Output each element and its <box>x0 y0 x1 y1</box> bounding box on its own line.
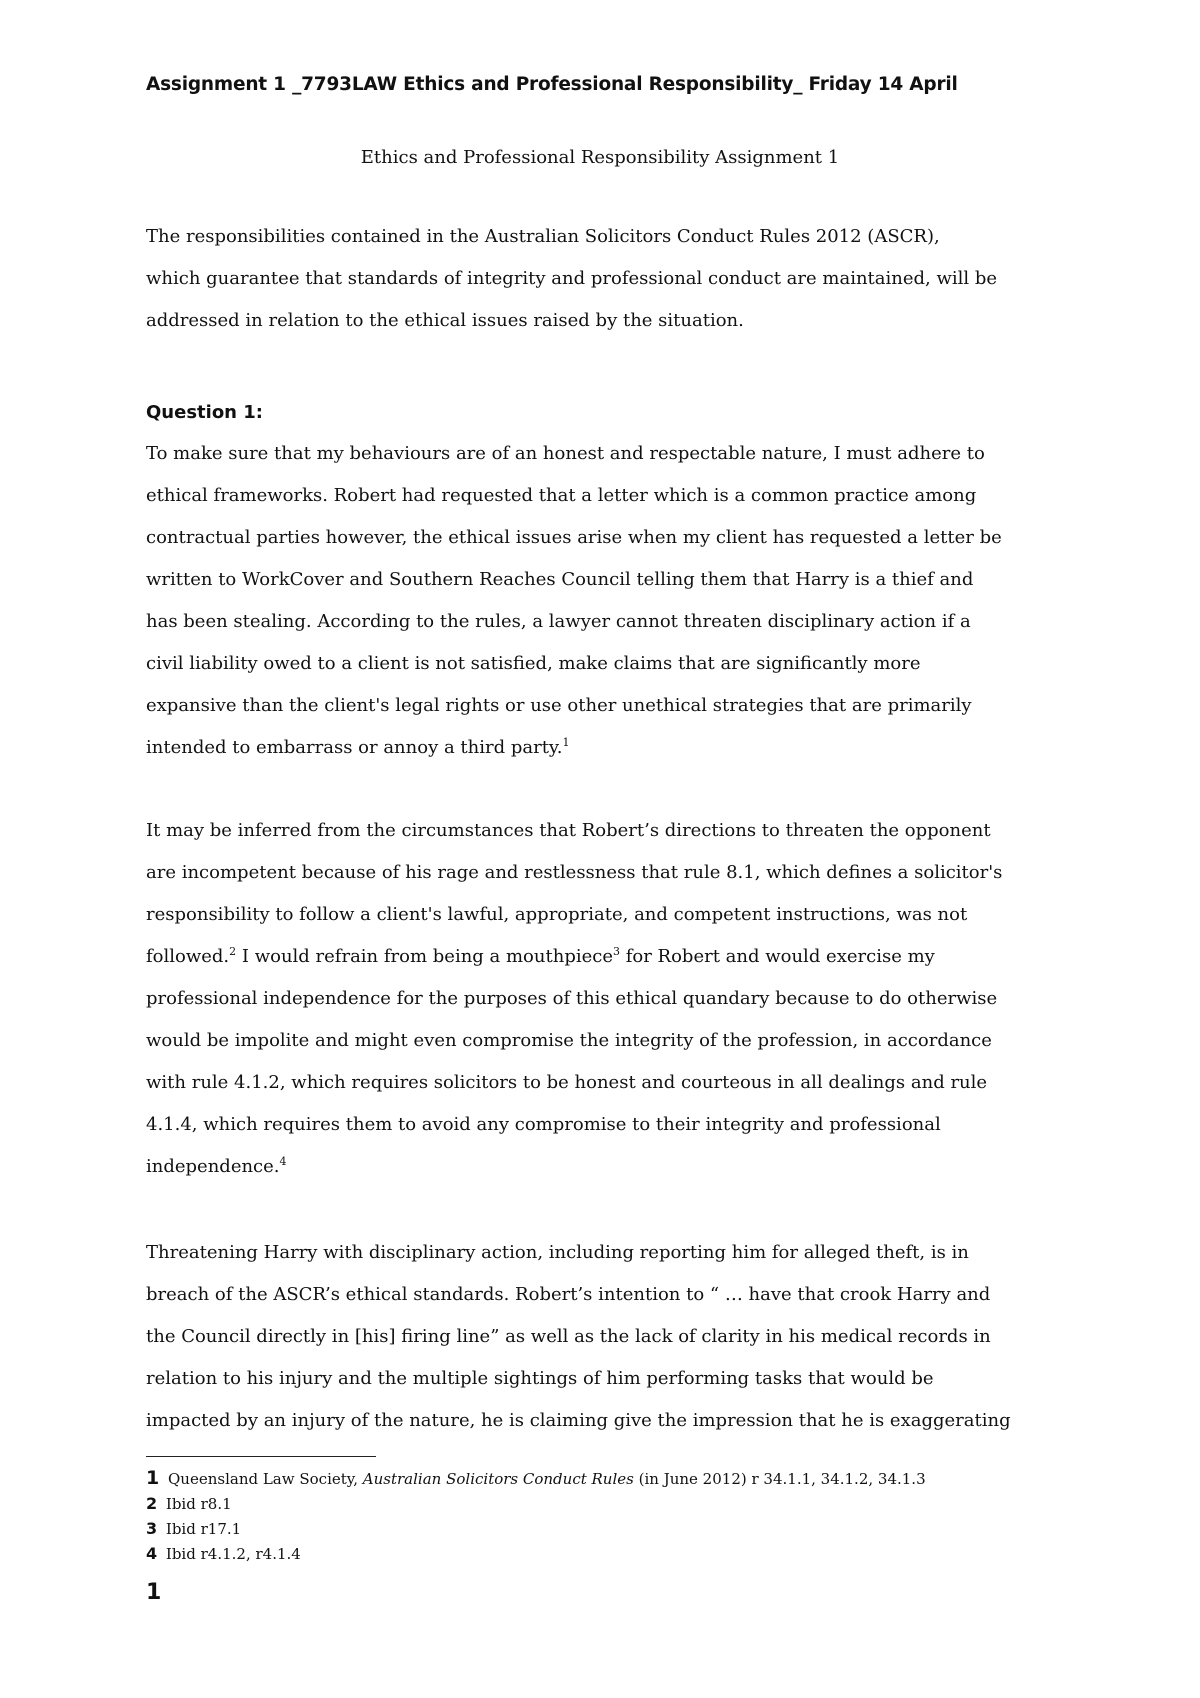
paragraph-line <box>146 936 1076 978</box>
footnote-text: Ibid r17.1 <box>161 1520 242 1538</box>
intro-paragraph <box>146 216 1076 342</box>
paragraph-line: impacted by an injury of the nature, he is claiming give the impression that he is exaggerating <box>146 1410 1011 1431</box>
intro-line: The responsibilities contained in the Australian Solicitors Conduct Rules 2012 (ASCR), <box>146 226 940 247</box>
paragraph-line: It may be inferred from the circumstances that Robert’s directions to threaten the opponent <box>146 820 991 841</box>
footnote-number: 1 <box>146 1467 160 1489</box>
paragraph-line: are incompetent because of his rage and restlessness that rule 8.1, which defines a solicitor's <box>146 862 1003 883</box>
paragraph-line: breach of the ASCR’s ethical standards. Robert’s intention to “ … have that crook Harry and <box>146 1284 991 1305</box>
footnote-text: Ibid r8.1 <box>161 1495 232 1513</box>
document-title: Ethics and Professional Responsibility Assignment 1 <box>360 147 840 168</box>
paragraph-line: has been stealing. According to the rules, a lawyer cannot threaten disciplinary action if a <box>146 611 971 632</box>
footnote-italic-title: Australian Solicitors Conduct Rules <box>362 1470 634 1488</box>
footnote-item <box>146 1466 1046 1491</box>
footnote-number: 2 <box>146 1494 158 1513</box>
page-number: 1 <box>146 1580 162 1605</box>
footnote-number: 3 <box>146 1519 158 1538</box>
footnote-text: Queensland Law Society, <box>163 1470 363 1488</box>
paragraph-line: contractual parties however, the ethical issues arise when my client has requested a letter be <box>146 527 1002 548</box>
question-1-heading: Question 1: <box>146 402 263 423</box>
footnotes <box>146 1466 1046 1566</box>
paragraph-text: for Robert and would exercise my <box>619 946 935 967</box>
paragraph-line: the Council directly in [his] firing line” as well as the lack of clarity in his medical records in <box>146 1326 991 1347</box>
paragraph-line: civil liability owed to a client is not satisfied, make claims that are significantly more <box>146 653 921 674</box>
paragraph-line: would be impolite and might even compromise the integrity of the profession, in accordance <box>146 1030 992 1051</box>
footnote-item <box>146 1516 1046 1541</box>
paragraph-text: independence. <box>146 1156 280 1177</box>
paragraph-line: expansive than the client's legal rights or use other unethical strategies that are primarily <box>146 695 972 716</box>
paragraph-line <box>146 727 1076 769</box>
paragraph-line: responsibility to follow a client's lawful, appropriate, and competent instructions, was not <box>146 904 968 925</box>
paragraph-text: I would refrain from being a mouthpiece <box>236 946 613 967</box>
paragraph-text: intended to embarrass or annoy a third party. <box>146 737 563 758</box>
footnote-reference[interactable]: 1 <box>562 736 570 749</box>
page-header: Assignment 1 _7793LAW Ethics and Professional Responsibility_ Friday 14 April <box>146 74 958 95</box>
intro-line: which guarantee that standards of integrity and professional conduct are maintained, will be <box>146 268 998 289</box>
question-1-paragraph-1 <box>146 433 1076 769</box>
footnote-item <box>146 1541 1046 1566</box>
footnote-reference[interactable]: 2 <box>229 945 237 958</box>
footnote-reference[interactable]: 4 <box>279 1155 287 1168</box>
paragraph-line <box>146 1146 1076 1188</box>
paragraph-line: Threatening Harry with disciplinary action, including reporting him for alleged theft, is in <box>146 1242 969 1263</box>
paragraph-line: with rule 4.1.2, which requires solicitors to be honest and courteous in all dealings and rule <box>146 1072 988 1093</box>
footnote-number: 4 <box>146 1544 158 1563</box>
footnote-text: (in June 2012) r 34.1.1, 34.1.2, 34.1.3 <box>633 1470 926 1488</box>
paragraph-line: professional independence for the purposes of this ethical quandary because to do otherwise <box>146 988 998 1009</box>
paragraph-text: followed. <box>146 946 230 967</box>
paragraph-line: relation to his injury and the multiple sightings of him performing tasks that would be <box>146 1368 934 1389</box>
footnote-item <box>146 1491 1046 1516</box>
footnote-text: Ibid r4.1.2, r4.1.4 <box>161 1545 301 1563</box>
intro-line: addressed in relation to the ethical issues raised by the situation. <box>146 310 744 331</box>
paragraph-line: ethical frameworks. Robert had requested that a letter which is a common practice among <box>146 485 977 506</box>
question-1-paragraph-3 <box>146 1232 1076 1442</box>
question-1-paragraph-2 <box>146 810 1076 1188</box>
footnote-reference[interactable]: 3 <box>612 945 620 958</box>
paragraph-line: To make sure that my behaviours are of an honest and respectable nature, I must adhere to <box>146 443 985 464</box>
paragraph-line: written to WorkCover and Southern Reaches Council telling them that Harry is a thief and <box>146 569 974 590</box>
paragraph-line: 4.1.4, which requires them to avoid any compromise to their integrity and professional <box>146 1114 941 1135</box>
footnote-separator <box>146 1456 376 1457</box>
